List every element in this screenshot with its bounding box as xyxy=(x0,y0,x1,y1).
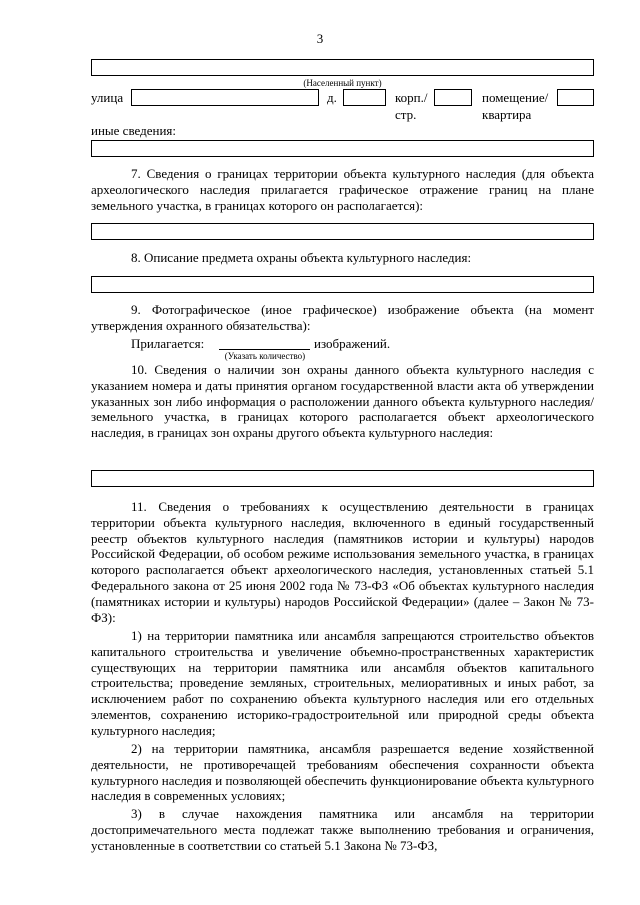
attached-label: Прилагается: xyxy=(131,336,205,351)
section-11-item-2: 2) на территории памятника, ансамбля разрешается ведение хозяйственной деятельности, не противоречащей требованиям обеспечения сохранности объекта культурного наследия и позволяющей обеспечить функционирование объекта культурного наследия в современных условиях; xyxy=(91,741,594,804)
section-10-field[interactable] xyxy=(91,470,594,487)
room-field[interactable] xyxy=(557,89,594,106)
section-10-text: 10. Сведения о наличии зон охраны данного объекта культурного наследия с указанием номера и даты принятия органом государственной власти акта об утверждении указанных зон либо информация о расположении данного объекта культурного наследия/земельного участка, в границах которого располагается объект археологического наследия, в границах зон охраны другого объекта культурного наследия: xyxy=(91,362,594,441)
section-11-item-3: 3) в случае нахождения памятника или ансамбля на территории достопримечательного места подлежат также выполнению требования и ограничения, установленные в соответствии со статьей 5.1 Закона № 73-ФЗ, xyxy=(91,806,594,853)
street-field[interactable] xyxy=(131,89,319,106)
building-label: корп./ xyxy=(395,90,428,105)
room-label: помещение/ xyxy=(482,90,549,105)
images-label: изображений. xyxy=(314,336,391,351)
section-7-text: 7. Сведения о границах территории объекта культурного наследия (для объекта археологического наследия прилагается графическое отражение границ на плане земельного участка, в границах которого он располагается): xyxy=(91,166,594,213)
section-11-intro: 11. Сведения о требованиях к осуществлению деятельности в границах территории объекта культурного наследия, включенного в единый государственный реестр объектов культурного наследия (памятников истории и культуры) народов Российской Федерации, об особом режиме использования земельного участка, в границах которого располагается объект археологического наследия, установленных статьей 5.1 Федерального закона от 25 июня 2002 года № 73-ФЗ «Об объектах культурного наследия (памятниках истории и культуры) народов Российской Федерации» (далее – Закон № 73-ФЗ): xyxy=(91,499,594,625)
section-8-text: 8. Описание предмета охраны объекта культурного наследия: xyxy=(131,250,472,265)
other-info-label: иные сведения: xyxy=(91,123,176,138)
image-count-field[interactable] xyxy=(219,349,310,350)
section-11-item-1: 1) на территории памятника или ансамбля запрещаются строительство объектов капитального строительства и увеличение объемно-пространственных характеристик существующих на территории памятника или ансамбля объектов капитального строительства; проведение земляных, строительных, мелиоративных и иных работ, за исключением работ по сохранению объекта культурного наследия или его отдельных элементов, сохранению историко-градостроительной или природной среды объекта культурного наследия; xyxy=(91,628,594,738)
house-label: д. xyxy=(327,90,337,105)
section-8-field[interactable] xyxy=(91,276,594,293)
locality-caption: (Населенный пункт) xyxy=(303,78,382,88)
other-info-field[interactable] xyxy=(91,140,594,157)
section-7-field[interactable] xyxy=(91,223,594,240)
locality-field[interactable] xyxy=(91,59,594,76)
house-field[interactable] xyxy=(343,89,386,106)
street-label: улица xyxy=(91,90,124,105)
building-label-2: стр. xyxy=(395,107,417,122)
building-field[interactable] xyxy=(434,89,472,106)
section-9-text: 9. Фотографическое (иное графическое) изображение объекта (на момент утверждения охранного обязательства): xyxy=(91,302,594,333)
count-caption: (Указать количество) xyxy=(224,351,306,361)
page-number: 3 xyxy=(316,31,324,46)
room-label-2: квартира xyxy=(482,107,532,122)
